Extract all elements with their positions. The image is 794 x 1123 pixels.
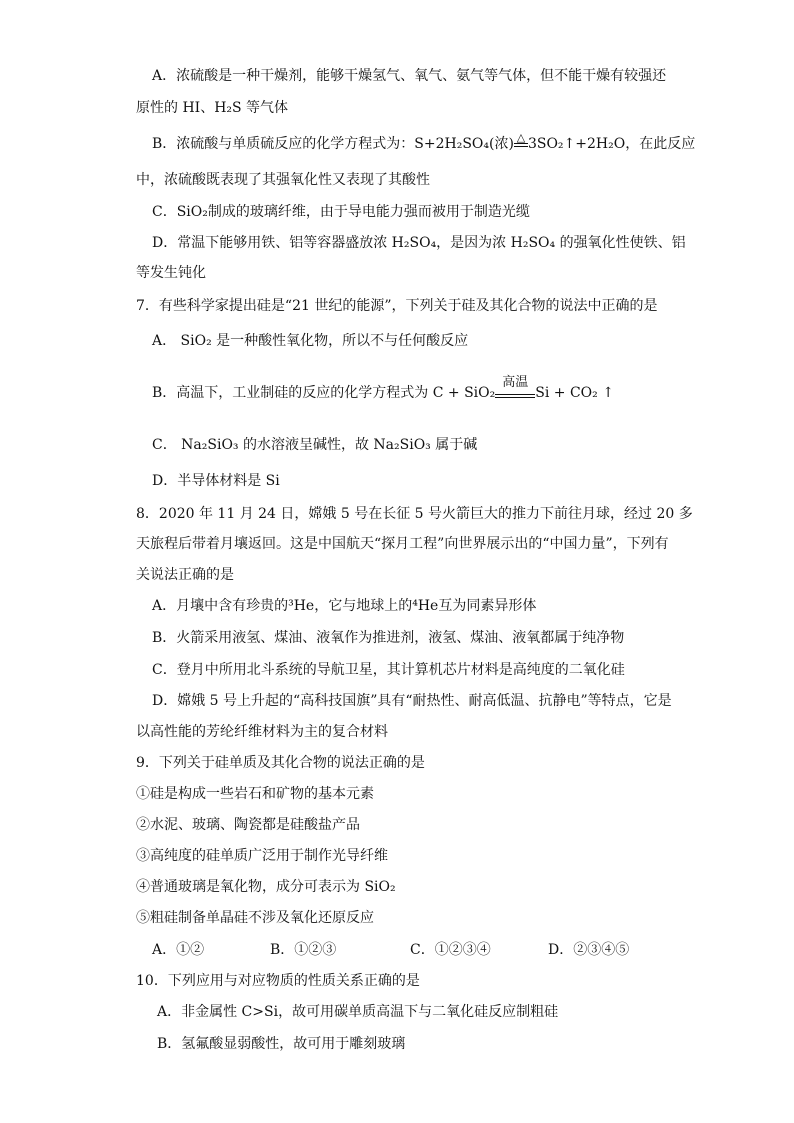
q8-stem-line3: 关说法正确的是 (136, 567, 234, 583)
heating-symbol: △ (516, 131, 526, 144)
q9-choice-c: C．①②③④ (410, 942, 491, 958)
q10-stem: 10．下列应用与对应物质的性质关系正确的是 (136, 973, 420, 989)
q8-option-c: C．登月中所用北斗系统的导航卫星，其计算机芯片材料是高纯度的二氧化硅 (152, 662, 625, 678)
heating-arrow (514, 131, 528, 154)
q8-stem-line1: 8．2020 年 11 月 24 日，嫦娥 5 号在长征 5 号火箭巨大的推力下前往月球，经过 20 多 (136, 506, 693, 522)
q8-stem-line2: 天旅程后带着月壤返回。这是中国航天“探月工程”向世界展示出的“中国力量”，下列有 (136, 536, 669, 552)
q8-option-d-line1: D．嫦娥 5 号上升起的“高科技国旗”具有“耐热性、耐高低温、抗静电”等特点，它是 (152, 693, 672, 709)
q7-option-b (152, 375, 614, 403)
q6-option-c: C．SiO₂制成的玻璃纤维，由于导电能力强而被用于制造光缆 (152, 204, 530, 220)
q7-option-c: C． Na₂SiO₃ 的水溶液呈碱性，故 Na₂SiO₃ 属于碱 (152, 437, 478, 453)
q9-choice-b: B．①②③ (270, 942, 337, 958)
q9-statement-4: ④普通玻璃是氧化物，成分可表示为 SiO₂ (136, 879, 396, 895)
q6-option-b-pre: B．浓硫酸与单质硫反应的化学方程式为：S+2H₂SO₄(浓) (152, 136, 514, 152)
q6-option-a-line2: 原性的 HI、H₂S 等气体 (136, 100, 289, 116)
q7-option-b-pre: B．高温下，工业制硅的反应的化学方程式为 C + SiO₂ (152, 385, 496, 401)
q10-option-a: A．非金属性 C>Si，故可用碳单质高温下与二氧化硅反应制粗硅 (157, 1004, 559, 1020)
q8-option-b: B．火箭采用液氢、煤油、液氧作为推进剂，液氢、煤油、液氧都属于纯净物 (152, 630, 625, 646)
q8-option-d-line2: 以高性能的芳纶纤维材料为主的复合材料 (136, 724, 388, 740)
q10-option-b: B．氢氟酸显弱酸性，故可用于雕刻玻璃 (157, 1036, 406, 1052)
q7-option-b-post: Si + CO₂ ↑ (535, 385, 614, 401)
q9-statement-5: ⑤粗硅制备单晶硅不涉及氧化还原反应 (136, 910, 374, 926)
q9-statement-1: ①硅是构成一些岩石和矿物的基本元素 (136, 786, 374, 802)
q7-option-d: D．半导体材料是 Si (152, 473, 280, 489)
q6-option-d-line2: 等发生钝化 (136, 265, 206, 281)
q8-option-a: A．月壤中含有珍贵的³He，它与地球上的⁴He互为同素异形体 (152, 598, 537, 614)
q9-choice-d: D．②③④⑤ (548, 942, 630, 958)
q7-stem: 7．有些科学家提出硅是“21 世纪的能源”，下列关于硅及其化合物的说法中正确的是 (136, 298, 658, 314)
q9-statement-3: ③高纯度的硅单质广泛用于制作光导纤维 (136, 848, 388, 864)
q9-choice-a: A．①② (152, 942, 205, 958)
high-temp-label: 高温 (502, 375, 529, 390)
q9-stem: 9．下列关于硅单质及其化合物的说法正确的是 (136, 755, 425, 771)
q6-option-b-line1 (152, 131, 696, 154)
q6-option-b-line2: 中，浓硫酸既表现了其强氧化性又表现了其酸性 (136, 172, 430, 188)
high-temp-equals (495, 375, 535, 403)
q7-option-a: A． SiO₂ 是一种酸性氧化物，所以不与任何酸反应 (152, 333, 469, 349)
q6-option-d-line1: D．常温下能够用铁、铝等容器盛放浓 H₂SO₄，是因为浓 H₂SO₄ 的强氧化性使铁、铝 (152, 235, 686, 251)
q6-option-a-line1: A．浓硫酸是一种干燥剂，能够干燥氢气、氧气、氨气等气体，但不能干燥有较强还 (152, 68, 667, 84)
q9-statement-2: ②水泥、玻璃、陶瓷都是硅酸盐产品 (136, 817, 360, 833)
q6-option-b-post: 3SO₂↑+2H₂O，在此反应 (527, 136, 696, 152)
